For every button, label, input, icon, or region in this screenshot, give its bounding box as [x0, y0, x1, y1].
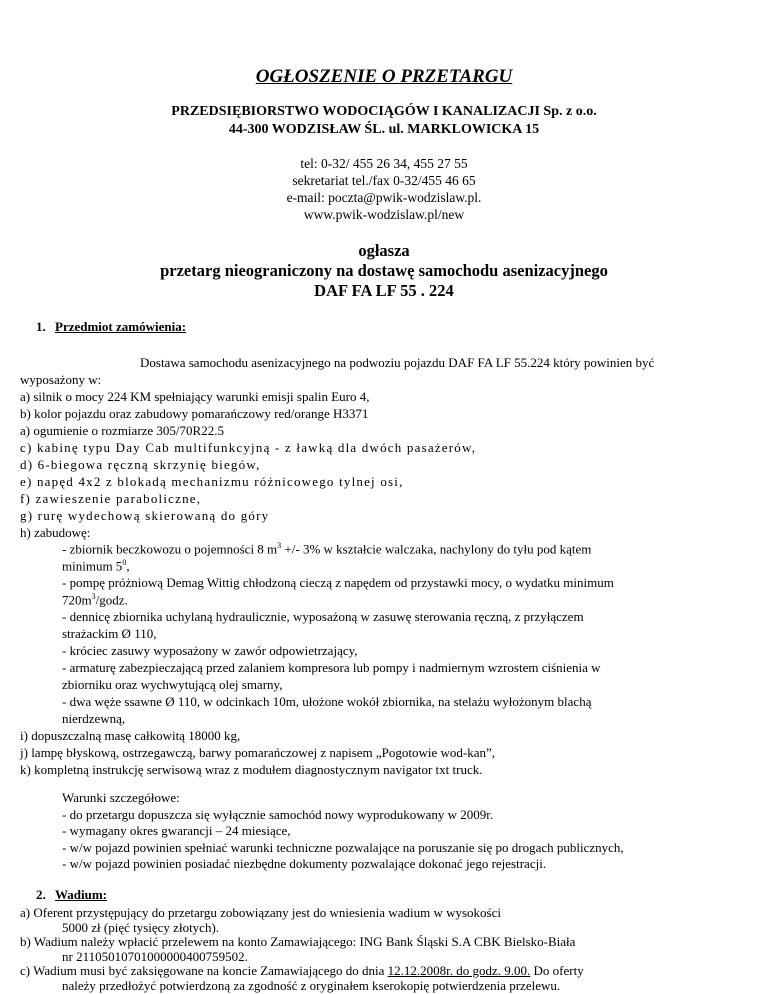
fax-line: sekretariat tel./fax 0-32/455 46 65 — [292, 173, 476, 188]
list-item-cont: należy przedłożyć potwierdzoną za zgodność z oryginałem kserokopię potwierdzenia przelewu. — [62, 977, 561, 993]
section-2-title: Wadium: — [55, 887, 108, 902]
section-2-heading — [36, 887, 107, 903]
company-block — [0, 103, 768, 139]
announcement-block — [0, 241, 768, 301]
list-item: a) Oferent przystępujący do przetargu zobowiązany jest do wniesienia wadium w wysokości — [20, 905, 501, 920]
body-text: +/- 3% w kształcie walczaka, nachylony do tyłu pod kątem — [281, 541, 592, 557]
body-text: - zbiornik beczkowozu o pojemności 8 m — [62, 541, 278, 557]
list-item: a) silnik o mocy 224 KM spełniający warunki emisji spalin Euro 4, — [20, 389, 370, 404]
list-item: g) rurę wydechową skierowaną do góry — [20, 508, 270, 523]
superscript: 0 — [122, 558, 127, 567]
body-line: strażackim Ø 110, — [62, 626, 157, 641]
body-line: - dennicę zbiornika uchylaną hydraulicznie, wyposażoną w zasuwę sterowania ręczną, z przyłączem — [62, 609, 584, 624]
announcement-verb: ogłasza — [358, 241, 410, 260]
announcement-vehicle: DAF FA LF 55 . 224 — [314, 281, 454, 300]
list-item: j) lampę błyskową, ostrzegawczą, barwy pomarańczowej z napisem „Pogotowie wod-kan”, — [20, 745, 496, 760]
list-item: e) napęd 4x2 z blokadą mechanizmu różnicowego tylnej osi, — [20, 474, 404, 489]
body-line: zbiorniku oraz wychwytującą olej smarny, — [62, 677, 283, 692]
body-text: minimum 5 — [62, 558, 123, 574]
list-item: d) 6-biegowa ręczną skrzynię biegów, — [20, 457, 261, 472]
conditions-title: Warunki szczegółowe: — [62, 790, 180, 805]
phone-line: tel: 0-32/ 455 26 34, 455 27 55 — [300, 156, 468, 171]
body-line: nierdzewną, — [62, 711, 126, 726]
body-line — [62, 541, 690, 557]
list-item: i) dopuszczalną masę całkowitą 18000 kg, — [20, 728, 241, 743]
list-item: a) ogumienie o rozmiarze 305/70R22.5 — [20, 423, 224, 438]
section-1-intro-cont: wyposażony w: — [20, 372, 102, 387]
condition-item: - w/w pojazd powinien spełniać warunki techniczne pozwalające na poruszanie się po drogach publicznych, — [62, 839, 624, 855]
announcement-subject: przetarg nieograniczony na dostawę samochodu asenizacyjnego — [160, 261, 608, 280]
body-text: /godz. — [95, 592, 128, 608]
company-name: PRZEDSIĘBIORSTWO WODOCIĄGÓW I KANALIZACJI Sp. z o.o. — [171, 104, 597, 119]
deadline-date: 12.12.2008r. do godz. 9.00. — [387, 963, 531, 978]
body-text: c) Wadium musi być zaksięgowane na koncie Zamawiającego do dnia — [20, 963, 388, 978]
body-text: 720m — [62, 592, 92, 608]
section-1-intro: Dostawa samochodu asenizacyjnego na podwoziu pojazdu DAF FA LF 55.224 który powinien być — [140, 355, 655, 370]
superscript: 3 — [277, 541, 282, 550]
email-line: e-mail: poczta@pwik-wodzislaw.pl. — [286, 190, 482, 205]
condition-item: - wymagany okres gwarancji – 24 miesiące, — [62, 823, 291, 838]
body-line: - dwa węże ssawne Ø 110, w odcinkach 10m, ułożone wokół zbiornika, na stelażu wyłożonym blachą — [62, 694, 592, 709]
page-title: OGŁOSZENIE O PRZETARGU — [255, 66, 513, 87]
list-item: k) kompletną instrukcję serwisową wraz z modułem diagnostycznym navigator txt truck. — [20, 762, 483, 777]
body-line: - pompę próżniową Demag Wittig chłodzoną cieczą z napędem od przystawki mocy, o wydatku minimum — [62, 575, 614, 590]
body-text: Do oferty — [530, 963, 584, 978]
list-item: b) kolor pojazdu oraz zabudowy pomarańczowy red/orange H3371 — [20, 406, 369, 421]
company-address: 44-300 WODZISŁAW ŚL. ul. MARKLOWICKA 15 — [228, 122, 540, 137]
contact-block — [0, 155, 768, 223]
superscript: 3 — [91, 592, 96, 601]
website-line: www.pwik-wodzislaw.pl/new — [303, 207, 465, 222]
body-line — [62, 592, 128, 608]
section-2-number: 2. — [36, 887, 46, 902]
body-line — [62, 558, 130, 574]
body-line: - armaturę zabezpieczającą przed zalaniem kompresora lub pompy i nadmiernym wzrostem ciśnienia w — [62, 660, 601, 675]
list-item: h) zabudowę: — [20, 525, 91, 540]
condition-item: - do przetargu dopuszcza się wyłącznie samochód nowy wyprodukowany w 2009r. — [62, 806, 494, 822]
section-1-title: Przedmiot zamówienia: — [55, 319, 187, 334]
body-line: - króciec zasuwy wyposażony w zawór odpowietrzający, — [62, 643, 358, 658]
list-item-cont: nr 21105010701000000400759502. — [62, 948, 248, 964]
list-item: f) zawieszenie paraboliczne, — [20, 491, 202, 506]
section-1-heading — [36, 319, 186, 335]
body-text: , — [126, 558, 130, 574]
list-item: c) kabinę typu Day Cab multifunkcyjną - z ławką dla dwóch pasażerów, — [20, 440, 477, 455]
section-1-number: 1. — [36, 319, 46, 334]
list-item-cont: 5000 zł (pięć tysięcy złotych). — [62, 919, 220, 935]
list-item: b) Wadium należy wpłacić przelewem na konto Zamawiającego: ING Bank Śląski S.A CBK Bielsko-Biała — [20, 934, 576, 949]
condition-item: - w/w pojazd powinien posiadać niezbędne dokumenty pozwalające dokonać jego rejestracji. — [62, 856, 547, 871]
